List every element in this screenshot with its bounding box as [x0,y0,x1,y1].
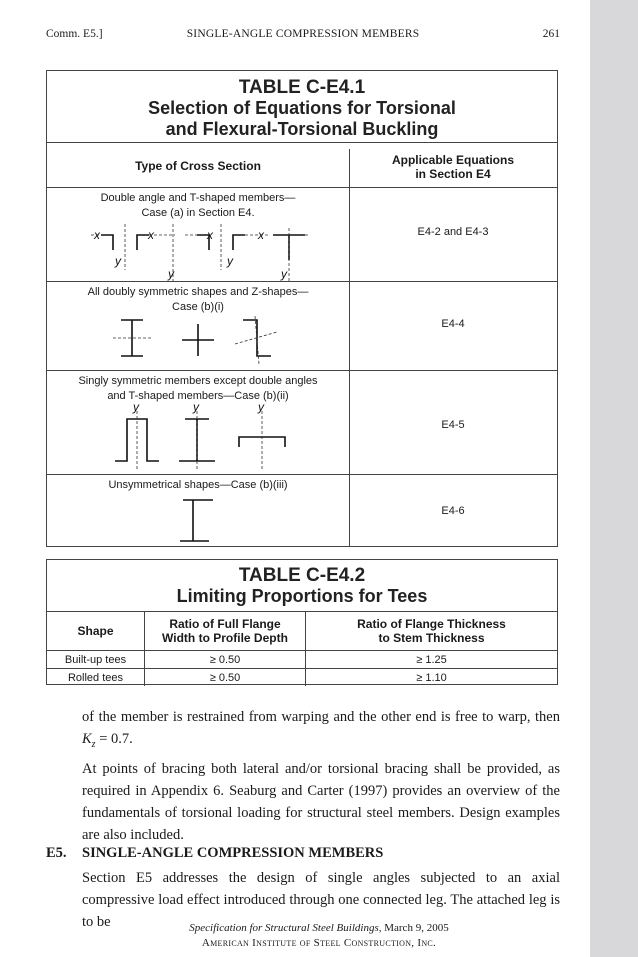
row-description-line: All doubly symmetric shapes and Z-shapes— [87,286,309,298]
x-axis-label: x [148,228,154,242]
table1-row [47,475,557,546]
table2-grid [47,612,557,686]
header-line: Width to Profile Depth [162,631,288,645]
body-paragraph: At points of bracing both lateral and/or torsional bracing shall be provided, as required in Appendix 6. Seaburg and Carter (1997) provides an overview of the fundamentals of torsional loading for structural steel members. Design examples are also included. [82,761,560,843]
row-description-line: Singly symmetric members except double angles [78,375,318,387]
row-description-line: Double angle and T-shaped members— [100,192,296,204]
row-equations: E4-6 [441,505,465,517]
footer-date: March 9, 2005 [381,922,449,934]
footer-publisher: American Institute of Steel Construction, Inc. [201,937,437,949]
body-paragraph [82,706,560,756]
table2-title-line: Limiting Proportions for Tees [176,586,428,606]
table-c-e4-2 [46,559,558,685]
table-cell: Rolled tees [47,669,145,687]
table-cell: ≥ 1.10 [416,671,447,684]
table-cell: ≥ 0.50 [145,651,306,669]
table-row [47,651,557,669]
table2-col-header [306,612,558,651]
row-description-line: Unsymmetrical shapes—Case (b)(iii) [108,479,288,491]
y-axis-label: y [133,400,139,414]
row-equations: E4-5 [441,419,465,431]
table1-col-header [349,153,557,181]
row-description-line: and T-shaped members—Case (b)(ii) [107,390,289,402]
x-axis-label: x [94,228,100,242]
kz-value: = 0.7. [95,731,133,747]
header-line: Ratio of Full Flange [169,617,281,631]
table1-row [47,282,557,371]
section-heading [46,845,383,862]
table1-row [47,371,557,475]
page-margin-band [590,0,638,957]
y-axis-label: y [115,254,121,268]
running-head-title: SINGLE-ANGLE COMPRESSION MEMBERS [186,28,420,40]
row-description-line: Case (a) in Section E4. [141,207,255,219]
body-paragraph: Section E5 addresses the design of single angles subjected to an axial compressive load effect introduced through one connected leg. The attached leg is to be [82,870,560,930]
singly-symmetric-shapes-figure [47,371,349,475]
running-head [46,28,560,44]
x-axis-label: x [258,228,264,242]
table1-header-row [47,149,557,188]
unsymmetrical-shape-figure [47,475,349,546]
table2-title [47,560,557,612]
table2-title-number: TABLE C-E4.2 [238,565,366,586]
row-equations: E4-4 [441,318,465,330]
table-row [47,669,557,687]
row-description-line: Case (b)(i) [172,301,224,313]
header-line: to Stem Thickness [378,631,485,645]
kz-symbol: K [82,731,92,747]
table1-title-line: and Flexural-Torsional Buckling [165,119,439,139]
table1-title-line: Selection of Equations for Torsional [148,98,456,118]
y-axis-label: y [227,254,233,268]
header-line: Shape [77,624,114,638]
row-equations: E4-2 and E4-3 [417,226,489,238]
footer-spec-title: Specification for Structural Steel Buildings, [189,922,382,934]
table1-col-header: Type of Cross Section [135,159,261,173]
table1-title [47,71,557,143]
x-axis-label: x [207,228,213,242]
section-number: E5. [46,845,67,861]
y-axis-label: y [168,267,174,281]
page-number: 261 [542,28,560,40]
table1-col-header-line: in Section E4 [415,167,491,181]
doubly-symmetric-shapes-figure [47,282,349,371]
kz-formula [82,728,560,756]
table-cell: ≥ 0.50 [145,669,306,687]
table1-col-header-line: Applicable Equations [391,153,514,167]
section-title: SINGLE-ANGLE COMPRESSION MEMBERS [82,845,384,861]
table2-col-header [145,612,306,651]
double-angle-tee-shapes-figure [47,188,349,282]
kz-subscript: z [91,738,96,750]
table-c-e4-1 [46,70,558,547]
y-axis-label: y [258,400,264,414]
header-line: Ratio of Flange Thickness [357,617,506,631]
paragraph-line: of the member is restrained from warping and the other end is free to warp, then [82,709,560,725]
y-axis-label: y [281,267,287,281]
table1-title-number: TABLE C-E4.1 [238,77,366,98]
footer-citation [0,922,638,934]
y-axis-label: y [193,400,199,414]
table2-header-row [47,612,557,651]
table1-row [47,188,557,282]
running-head-section: Comm. E5.] [46,28,103,40]
table2-col-header [47,612,145,651]
table-cell: ≥ 1.25 [306,651,558,669]
table-cell: Built-up tees [47,651,145,669]
